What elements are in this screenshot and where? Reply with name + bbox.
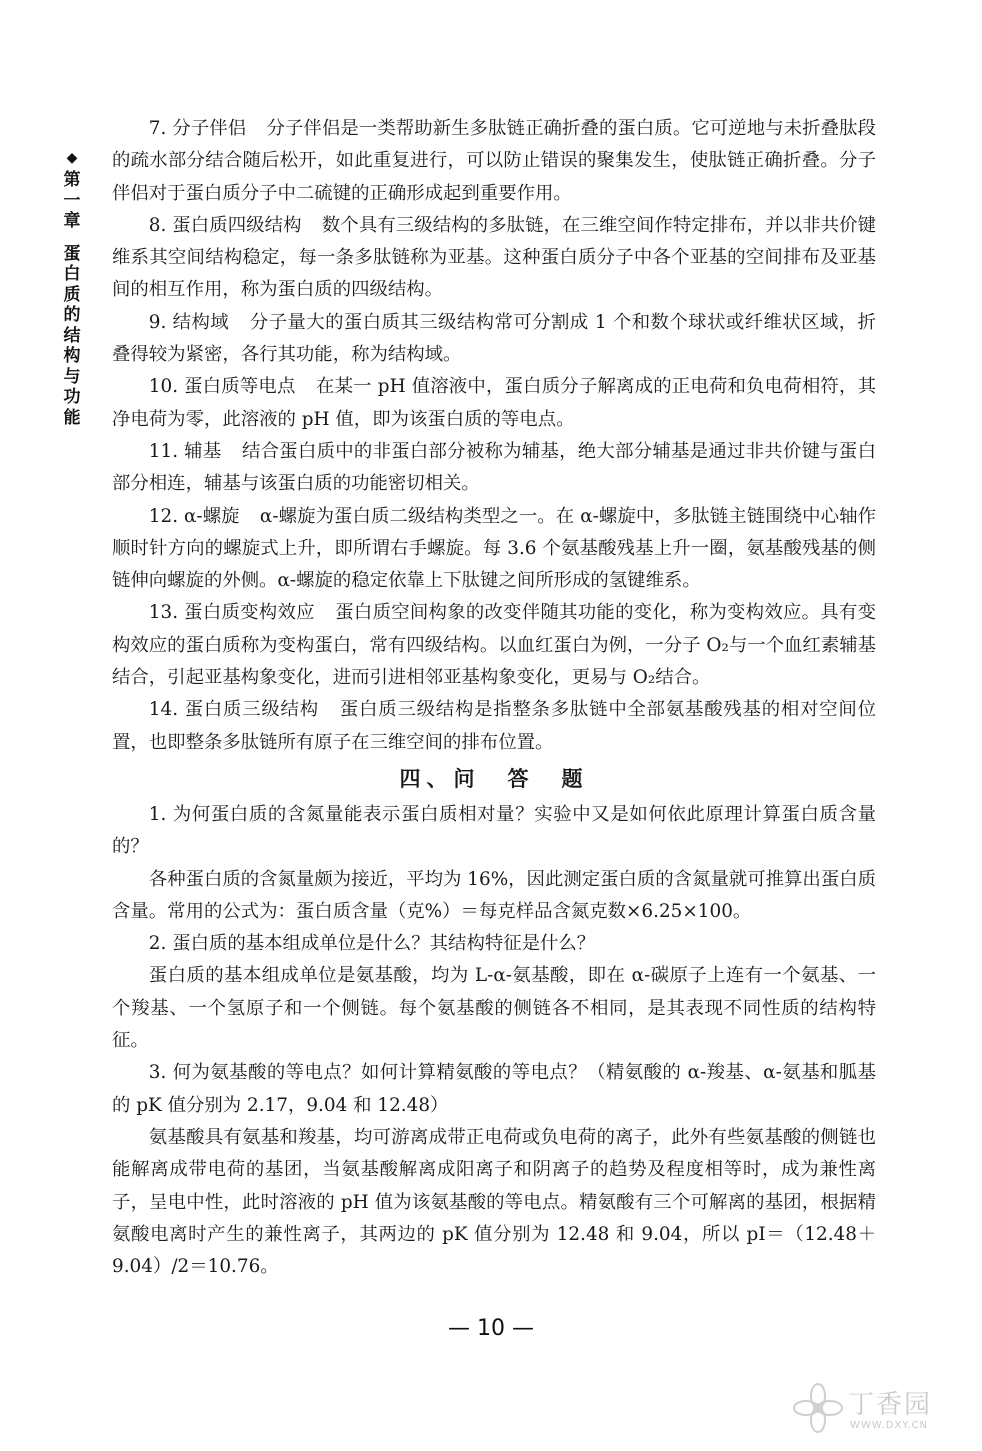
- watermark-url: WWW.DXY.CN: [850, 1420, 928, 1431]
- definition-text: 数个具有三级结构的多肽链，在三维空间作特定排布，并以非共价键维系其空间结构稳定，每一条多肽链称为亚基。这种蛋白质分子中各个亚基的空间排布及亚基间的相互作用，称为蛋白质的四级结构。: [112, 214, 876, 301]
- chapter-side-label: [60, 150, 84, 428]
- definition-text: 蛋白质三级结构是指整条多肽链中全部氨基酸残基的相对空间位置，也即整条多肽链所有原子在三维空间的排布位置。: [112, 699, 876, 753]
- definition-term: 蛋白质等电点: [184, 376, 296, 398]
- definition-number: 11.: [148, 440, 179, 462]
- definition-term: α-螺旋: [183, 505, 240, 527]
- definition-number: 12.: [148, 505, 179, 527]
- definition-text: 结合蛋白质中的非蛋白部分被称为辅基，绝大部分辅基是通过非共价键与蛋白部分相连，辅基与该蛋白质的功能密切相关。: [112, 440, 876, 495]
- answer: 各种蛋白质的含氮量颇为接近，平均为 16%，因此测定蛋白质的含氮量就可推算出蛋白质含量。常用的公式为：蛋白质含量（克%）＝每克样品含氮克数×6.25×100。: [112, 868, 876, 922]
- definition-number: 8.: [148, 214, 167, 236]
- flower-icon: [790, 1380, 846, 1436]
- definition-item: [112, 113, 876, 210]
- qa-list: [112, 799, 876, 1283]
- definition-number: 9.: [148, 311, 167, 333]
- definition-item: [112, 501, 876, 598]
- definition-text: 分子量大的蛋白质其三级结构常可分割成 1 个和数个球状或纤维状区域，折叠得较为紧密，各行其功能，称为结构域。: [112, 311, 876, 366]
- chapter-number: 第一章: [63, 170, 81, 231]
- definition-term: 蛋白质三级结构: [184, 699, 319, 721]
- diamond-icon: ◆: [66, 150, 78, 166]
- definition-item: [112, 597, 876, 694]
- definition-term: 分子伴侣: [172, 118, 247, 139]
- definition-number: 13.: [148, 602, 179, 624]
- definition-text: 蛋白质空间构象的改变伴随其功能的变化，称为变构效应。具有变构效应的蛋白质称为变构蛋白，常有四级结构。以血红蛋白为例，一分子 O₂与一个血红素辅基结合，引起亚基构象变化，进而引进相邻亚基构象变化，更易与 O₂结合。: [112, 602, 876, 689]
- definition-number: 7.: [148, 118, 167, 139]
- definition-term: 蛋白质四级结构: [172, 214, 302, 236]
- section-heading: 四、问 答 题: [399, 766, 589, 791]
- body-text: [112, 113, 876, 1283]
- question: 3. 何为氨基酸的等电点？如何计算精氨酸的等电点？（精氨酸的 α-羧基、α-氨基和胍基的 pK 值分别为 2.17，9.04 和 12.48）: [112, 1062, 876, 1116]
- page-number: — 10 —: [448, 1316, 534, 1341]
- definition-text: α-螺旋为蛋白质二级结构类型之一。在 α-螺旋中，多肽链主链围绕中心轴作顺时针方向的螺旋式上升，即所谓右手螺旋。每 3.6 个氨基酸残基上升一圈，氨基酸残基的侧链伸向螺旋的外侧。α-螺旋的稳定依靠上下肽键之间所形成的氢键维系。: [112, 505, 876, 592]
- answer: 蛋白质的基本组成单位是氨基酸，均为 L-α-氨基酸，即在 α-碳原子上连有一个氨基、一个羧基、一个氢原子和一个侧链。每个氨基酸的侧链各不相同，是其表现不同性质的结构特征。: [112, 965, 876, 1052]
- definition-item: [112, 694, 876, 759]
- definition-number: 14.: [148, 699, 179, 721]
- chapter-title: 蛋白质的结构与功能: [63, 243, 81, 428]
- watermark: [790, 1380, 970, 1440]
- question: 1. 为何蛋白质的含氮量能表示蛋白质相对量？实验中又是如何依此原理计算蛋白质含量的？: [112, 803, 876, 858]
- definition-term: 辅基: [184, 440, 222, 462]
- definition-item: [112, 307, 876, 372]
- definition-item: [112, 436, 876, 501]
- definition-text: 在某一 pH 值溶液中，蛋白质分子解离成的正电荷和负电荷相符，其净电荷为零，此溶液的 pH 值，即为该蛋白质的等电点。: [112, 376, 876, 430]
- definition-term: 结构域: [172, 311, 230, 333]
- definition-item: [112, 371, 876, 436]
- definitions-list: [112, 113, 876, 759]
- definition-term: 蛋白质变构效应: [184, 602, 315, 624]
- answer: 氨基酸具有氨基和羧基，均可游离成带正电荷或负电荷的离子，此外有些氨基酸的侧链也能解离成带电荷的基团，当氨基酸解离成阳离子和阴离子的趋势及程度相等时，成为兼性离子，呈电中性，此时溶液的 pH 值为该氨基酸的等电点。精氨酸有三个可解离的基团，根据精氨酸电离时产生的兼性离子，其两边的 pK 值分别为 12.48 和 9.04，所以 pI＝（12.48＋9.04）/2＝10.76。: [112, 1126, 876, 1278]
- definition-number: 10.: [148, 376, 179, 398]
- definition-item: [112, 210, 876, 307]
- definition-text: 分子伴侣是一类帮助新生多肽链正确折叠的蛋白质。它可逆地与未折叠肽段的疏水部分结合随后松开，如此重复进行，可以防止错误的聚集发生，使肽链正确折叠。分子伴侣对于蛋白质分子中二硫键的正确形成起到重要作用。: [112, 118, 876, 204]
- question: 2. 蛋白质的基本组成单位是什么？其结构特征是什么？: [148, 933, 596, 955]
- watermark-text: 丁香园: [848, 1390, 933, 1420]
